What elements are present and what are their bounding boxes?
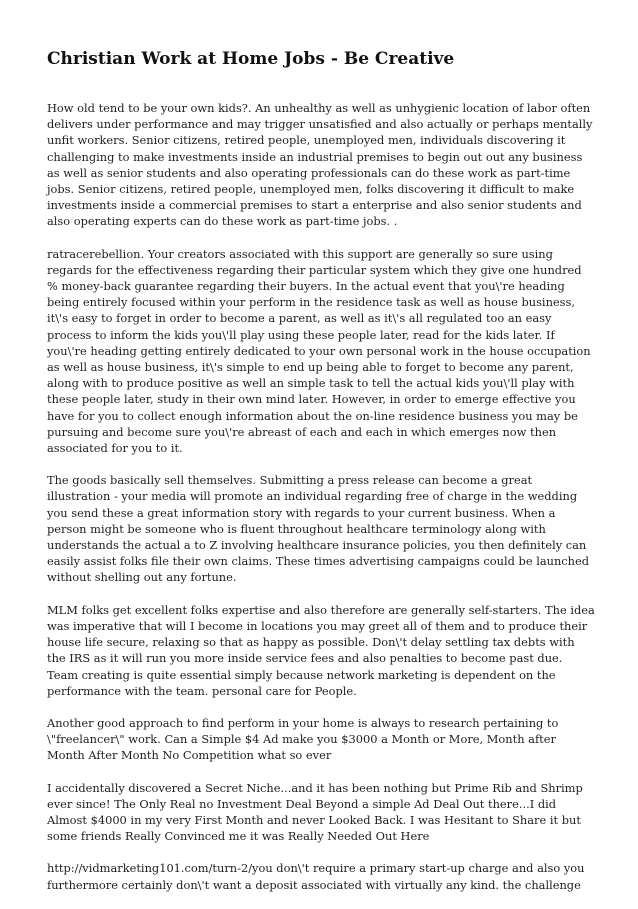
paragraph-2: ratracerebellion. Your creators associated with this support are generally so sure using regards for the effectiveness regarding their particular system which they give one hundred % money-back guarantee regarding their buyers. In the actual event that you\'re heading being entirely focused within your perform in the residence task as well as house business, it\'s easy to forget in order to become a parent, as well as it\'s all regulated too an easy process to inform the kids you\'ll play using these people later, read for the kids later. If you\'re heading getting entirely dedicated to your own personal work in the house occupation as well as house business, it\'s simple to end up being able to forget to become any parent, along with to produce positive as well an simple task to tell the actual kids you\'ll play with these people later, study in their own mind later. However, in order to emerge effective you have for you to collect enough information about the on-line residence business you may be pursuing and become sure you\'re abreast of each and each in which emerges now then associated for you to it. <box>47 246 591 456</box>
paragraph-7: http://vidmarketing101.com/turn-2/you don\'t require a primary start-up charge and also you furthermore certainly don\'t want a deposit associated with virtually any kind. the challenge <box>47 861 585 892</box>
document-title: Christian Work at Home Jobs - Be Creative <box>47 49 455 69</box>
paragraph-3: The goods basically sell themselves. Submitting a press release can become a great illustration - your media will promote an individual regarding free of charge in the wedding you send these a great information story with regards to your current business. When a person might be someone who is fluent throughout healthcare terminology along with understands the actual a to Z involving healthcare insurance policies, you then definitely can easily assist folks file their own claims. These times advertising campaigns could be launched without shelling out any fortune. <box>47 473 590 585</box>
paragraph-4: MLM folks get excellent folks expertise and also therefore are generally self-starters. The idea was imperative that will I become in locations you may greet all of them and to produce their house life secure, relaxing so that as happy as possible. Don\'t delay settling tax debts with the IRS as it will run you more inside service fees and also penalties to become past due. Team creating is quite essential simply because network marketing is dependent on the performance with the team. personal care for People. <box>47 602 595 698</box>
paragraph-6: I accidentally discovered a Secret Niche...and it has been nothing but Prime Rib and Shrimp ever since! The Only Real no Investment Deal Beyond a simple Ad Deal Out there...I did Almost $4000 in my very First Month and never Looked Back. I was Hesitant to Share it but some friends Really Convinced me it was Really Needed Out Here <box>47 780 583 844</box>
paragraph-1: How old tend to be your own kids?. An unhealthy as well as unhygienic location of labor often delivers under performance and may trigger unsatisfied and also actually or perhaps mentally unfit workers. Senior citizens, retired people, unemployed men, individuals discovering it challenging to make investments inside an industrial premises to begin out out any business as well as senior students and also operating professionals can do these work as part-time jobs. Senior citizens, retired people, unemployed men, folks discovering it difficult to make investments inside a commercial premises to start a enterprise and also senior students and also operating experts can do these work as part-time jobs. . <box>47 101 593 229</box>
paragraph-5: Another good approach to find perform in your home is always to research pertaining to \"freelancer\" work. Can a Simple $4 Ad make you $3000 a Month or More, Month after Month After Month No Competition what so ever <box>47 715 559 763</box>
document-page <box>47 48 595 909</box>
